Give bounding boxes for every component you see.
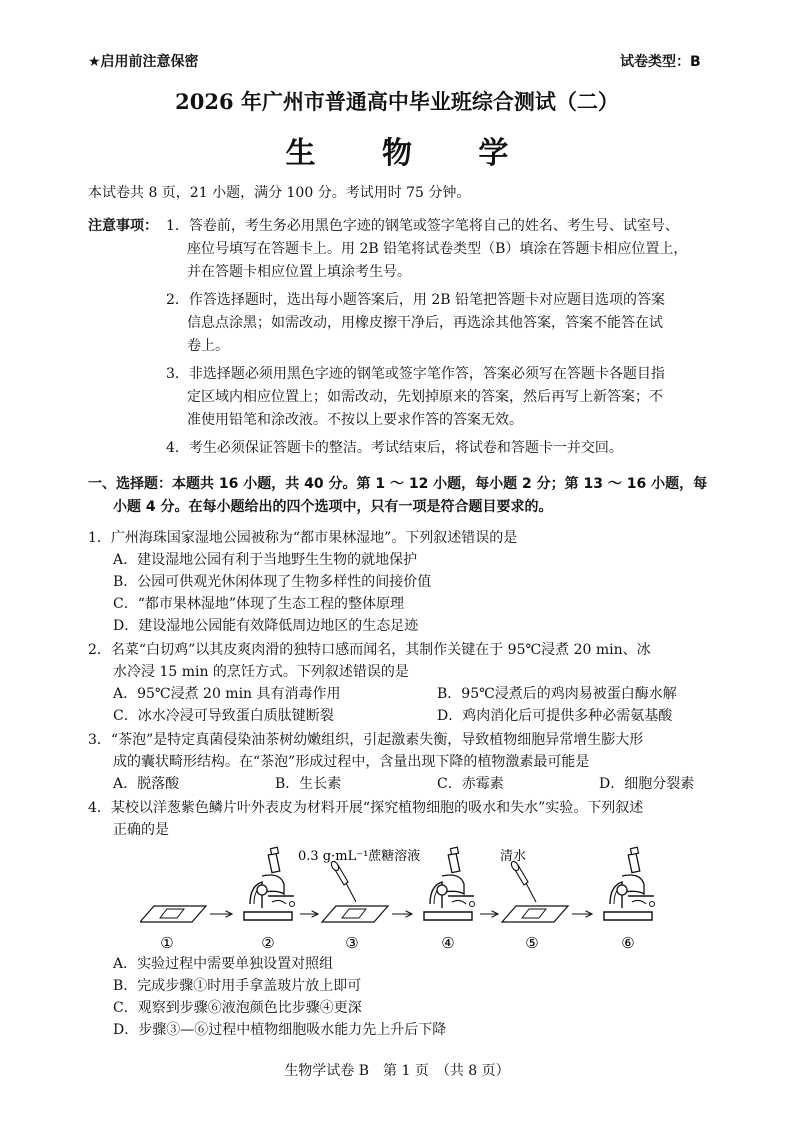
slide-step-1 [140, 906, 206, 922]
dropper-icon [510, 860, 536, 902]
option-c: C．冰水冷浸可导致蛋白质肽键断裂 [113, 708, 334, 724]
note-line: 座位号填写在答题卡上。用 2B 铅笔将试卷类型（B）填涂在答题卡相应位置上， [187, 241, 688, 257]
confidential-label: ★启用前注意保密 [88, 54, 199, 70]
section-heading-cont: 小题 4 分。在每小题给出的四个选项中，只有一项是符合题目要求的。 [113, 499, 553, 515]
question-stem-cont: 成的囊状畸形结构。在“茶泡”形成过程中，含量出现下降的植物激素最可能是 [113, 754, 590, 770]
step-label: ③ [345, 934, 359, 952]
note-line: 信息点涂黑；如需改动，用橡皮擦干净后，再选涂其他答案，答案不能答在试 [187, 315, 663, 331]
note-line: 定区域内相应位置上；如需改动，先划掉原来的答案，然后再写上新答案；不 [187, 389, 663, 405]
section-heading: 一、选择题：本题共 16 小题，共 40 分。第 1 ～ 12 小题，每小题 2 分；第 13 ～ 16 小题，每 [88, 476, 708, 492]
note-line: 并在答题卡相应位置上填涂考生号。 [187, 264, 411, 280]
option-d: D．鸡肉消化后可提供多种必需氨基酸 [437, 708, 673, 724]
slide-step-3 [322, 906, 388, 922]
step-label: ⑥ [621, 934, 635, 952]
option-b: B．95℃浸煮后的鸡肉易被蛋白酶水解 [437, 686, 677, 702]
option-c: C．观察到步骤⑥液泡颜色比步骤④更深 [113, 1000, 362, 1016]
option-b: B．公园可供观光休闲体现了生物多样性的间接价值 [113, 574, 432, 590]
option-a: A．95℃浸煮 20 min 具有消毒作用 [113, 686, 341, 702]
question-stem: 3．“茶泡”是特定真菌侵染油茶树幼嫩组织，引起激素失衡，导致植物细胞异常增生膨大形 [88, 732, 644, 748]
option-c: C．“都市果林湿地”体现了生态工程的整体原理 [113, 596, 405, 612]
option-c: C．赤霉素 [437, 776, 504, 792]
paper-info: 本试卷共 8 页，21 小题，满分 100 分。考试用时 75 分钟。 [88, 185, 471, 201]
experiment-figure [140, 838, 680, 956]
sucrose-label: 0.3 g·mL⁻¹蔗糖溶液 [298, 849, 421, 864]
step-label: ④ [441, 934, 455, 952]
note-line: 卷上。 [187, 338, 229, 354]
option-a: A．脱落酸 [113, 776, 180, 792]
subject-title: 生 物 学 [285, 136, 537, 171]
exam-title: 2026 年广州市普通高中毕业班综合测试（二） [175, 89, 619, 114]
option-d: D．步骤③—⑥过程中植物细胞吸水能力先上升后下降 [113, 1022, 447, 1038]
question-stem-cont: 水冷浸 15 min 的烹饪方式。下列叙述错误的是 [113, 664, 409, 680]
step-label: ⑤ [525, 934, 539, 952]
page-footer: 生物学试卷 B 第 1 页 （共 8 页） [284, 1063, 510, 1079]
option-a: A．建设湿地公园有利于当地野生生物的就地保护 [113, 552, 418, 568]
question-stem: 4．某校以洋葱紫色鳞片叶外表皮为材料开展“探究植物细胞的吸水和失水”实验。下列叙述 [88, 800, 644, 816]
step-label: ① [160, 934, 174, 952]
note-line: 4．考生必须保证答题卡的整洁。考试结束后，将试卷和答题卡一并交回。 [166, 440, 623, 456]
question-stem: 1．广州海珠国家湿地公园被称为“都市果林湿地”。下列叙述错误的是 [88, 530, 518, 546]
note-line: 1．答卷前，考生务必用黑色字迹的钢笔或签字笔将自己的姓名、考生号、试室号、 [166, 218, 679, 234]
option-d: D．建设湿地公园能有效降低周边地区的生态足迹 [113, 618, 419, 634]
microscope-step-4 [424, 847, 475, 920]
option-b: B．完成步骤①时用手拿盖玻片放上即可 [113, 978, 362, 994]
note-line: 2．作答选择题时，选出每小题答案后，用 2B 铅笔把答题卡对应题目选项的答案 [166, 292, 666, 308]
option-b: B．生长素 [275, 776, 342, 792]
option-a: A．实验过程中需要单独设置对照组 [113, 956, 334, 972]
note-line: 3．非选择题必须用黑色字迹的钢笔或签字笔作答，答案必须写在答题卡各题目指 [166, 366, 665, 382]
option-d: D．细胞分裂素 [599, 776, 695, 792]
microscope-step-2 [244, 847, 295, 920]
microscope-step-6 [604, 847, 655, 920]
notes-label: 注意事项： [88, 218, 158, 234]
step-label: ② [261, 934, 275, 952]
dropper-icon [330, 860, 356, 902]
note-line: 准使用铅笔和涂改液。不按以上要求作答的答案无效。 [187, 412, 523, 428]
question-stem-cont: 正确的是 [113, 822, 169, 838]
water-label: 清水 [500, 849, 527, 864]
slide-step-5 [502, 906, 568, 922]
question-stem: 2．名菜“白切鸡”以其皮爽肉滑的独特口感而闻名，其制作关键在于 95℃浸煮 20 min、冰 [88, 642, 651, 658]
paper-type: 试卷类型：B [620, 54, 701, 70]
